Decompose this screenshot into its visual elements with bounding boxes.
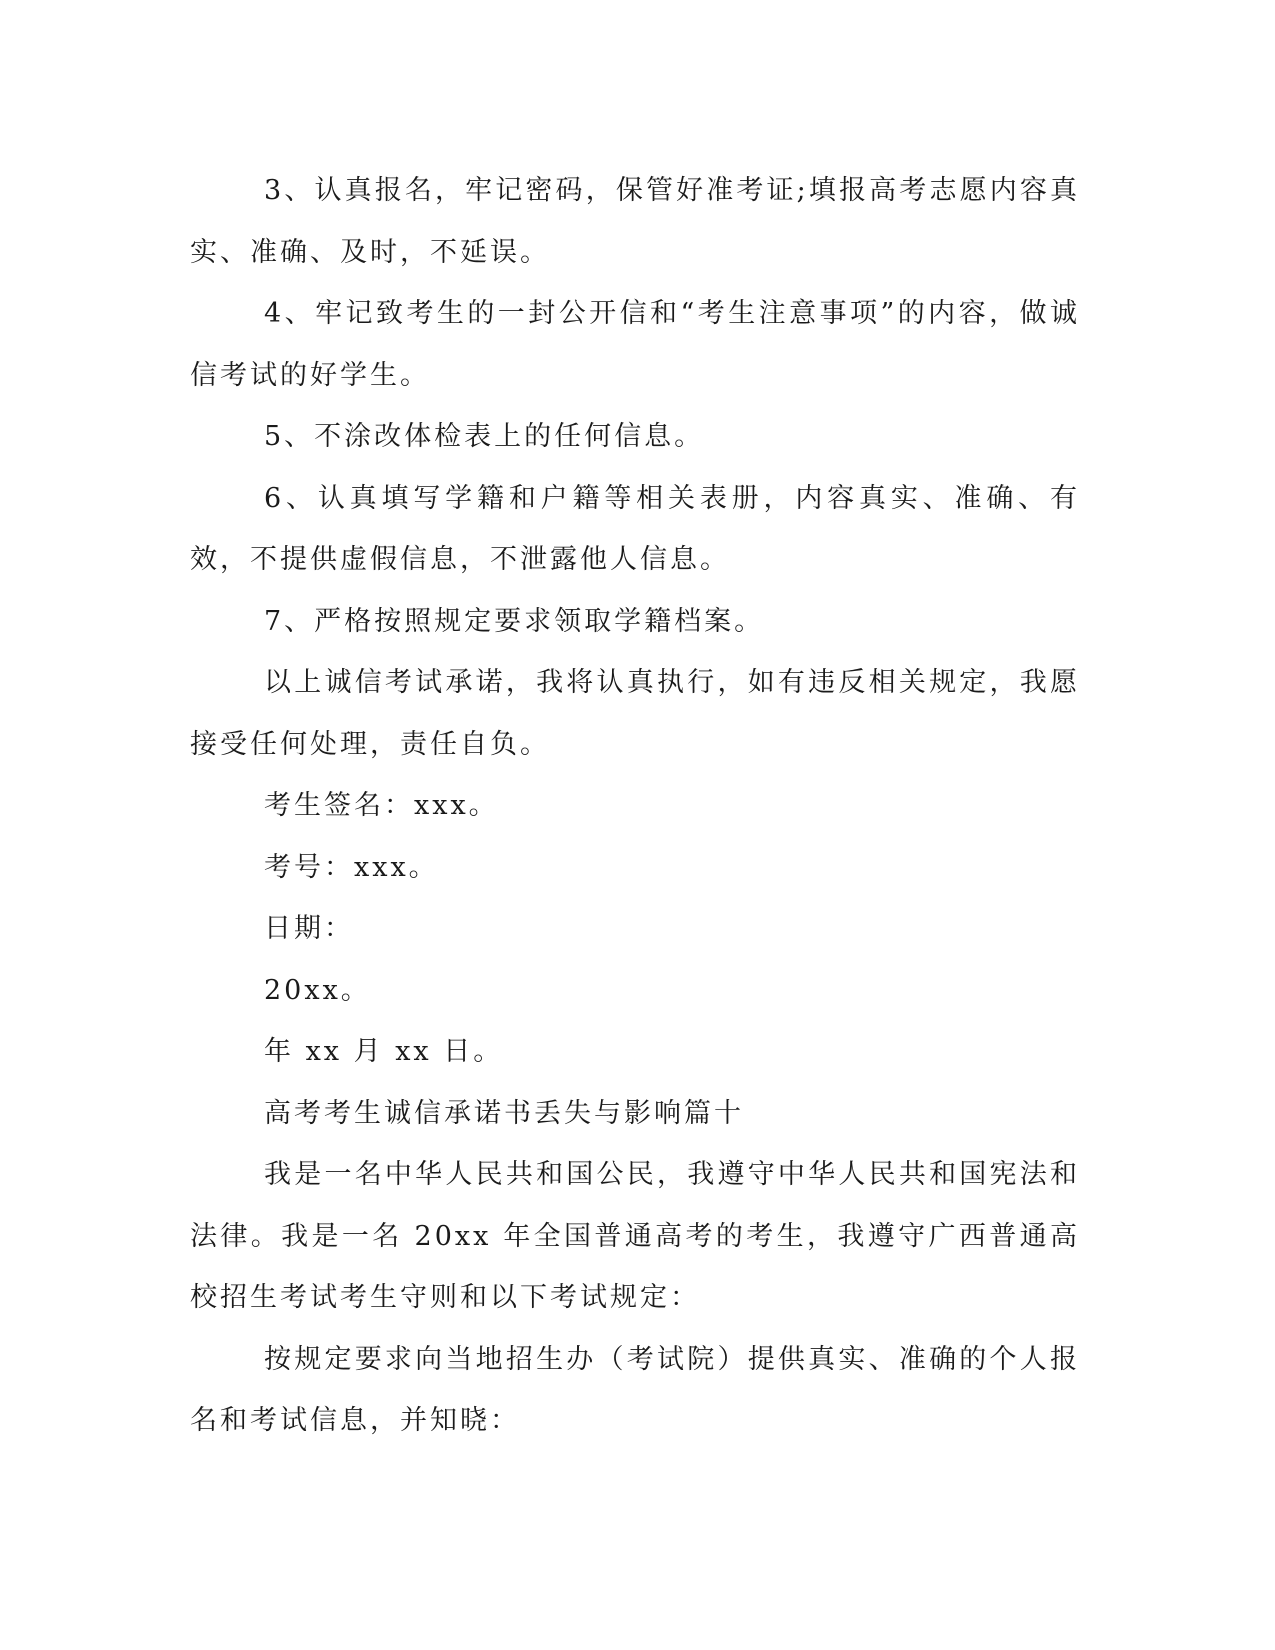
exam-number-line: 考号：xxx。 <box>264 851 439 883</box>
paragraph-item-3: 3、认真报名，牢记密码，保管好准考证;填报高考志愿内容真实、准确、及时，不延误。 <box>190 175 1080 268</box>
document-body <box>190 160 1080 1452</box>
registration-statement: 按规定要求向当地招生办（考试院）提供真实、准确的个人报名和考试信息，并知晓： <box>190 1343 1080 1436</box>
section-heading: 高考考生诚信承诺书丢失与影响篇十 <box>264 1097 744 1129</box>
citizen-statement: 我是一名中华人民共和国公民，我遵守中华人民共和国宪法和法律。我是一名 20xx 年全国普通高考的考生，我遵守广西普通高校招生考试考生守则和以下考试规定： <box>190 1159 1080 1313</box>
date-month-day: 年 xx 月 xx 日。 <box>264 1036 504 1067</box>
paragraph-item-7: 7、严格按照规定要求领取学籍档案。 <box>264 605 765 637</box>
paragraph-item-5: 5、不涂改体检表上的任何信息。 <box>264 421 705 452</box>
date-label: 日期： <box>264 913 354 944</box>
paragraph-item-4: 4、牢记致考生的一封公开信和“考生注意事项”的内容，做诚信考试的好学生。 <box>190 298 1080 391</box>
signature-line: 考生签名：xxx。 <box>264 790 499 821</box>
paragraph-item-6: 6、认真填写学籍和户籍等相关表册，内容真实、准确、有效，不提供虚假信息，不泄露他人信息。 <box>190 482 1080 575</box>
commitment-statement: 以上诚信考试承诺，我将认真执行，如有违反相关规定，我愿接受任何处理，责任自负。 <box>190 667 1080 760</box>
date-year: 20xx。 <box>264 974 371 1006</box>
